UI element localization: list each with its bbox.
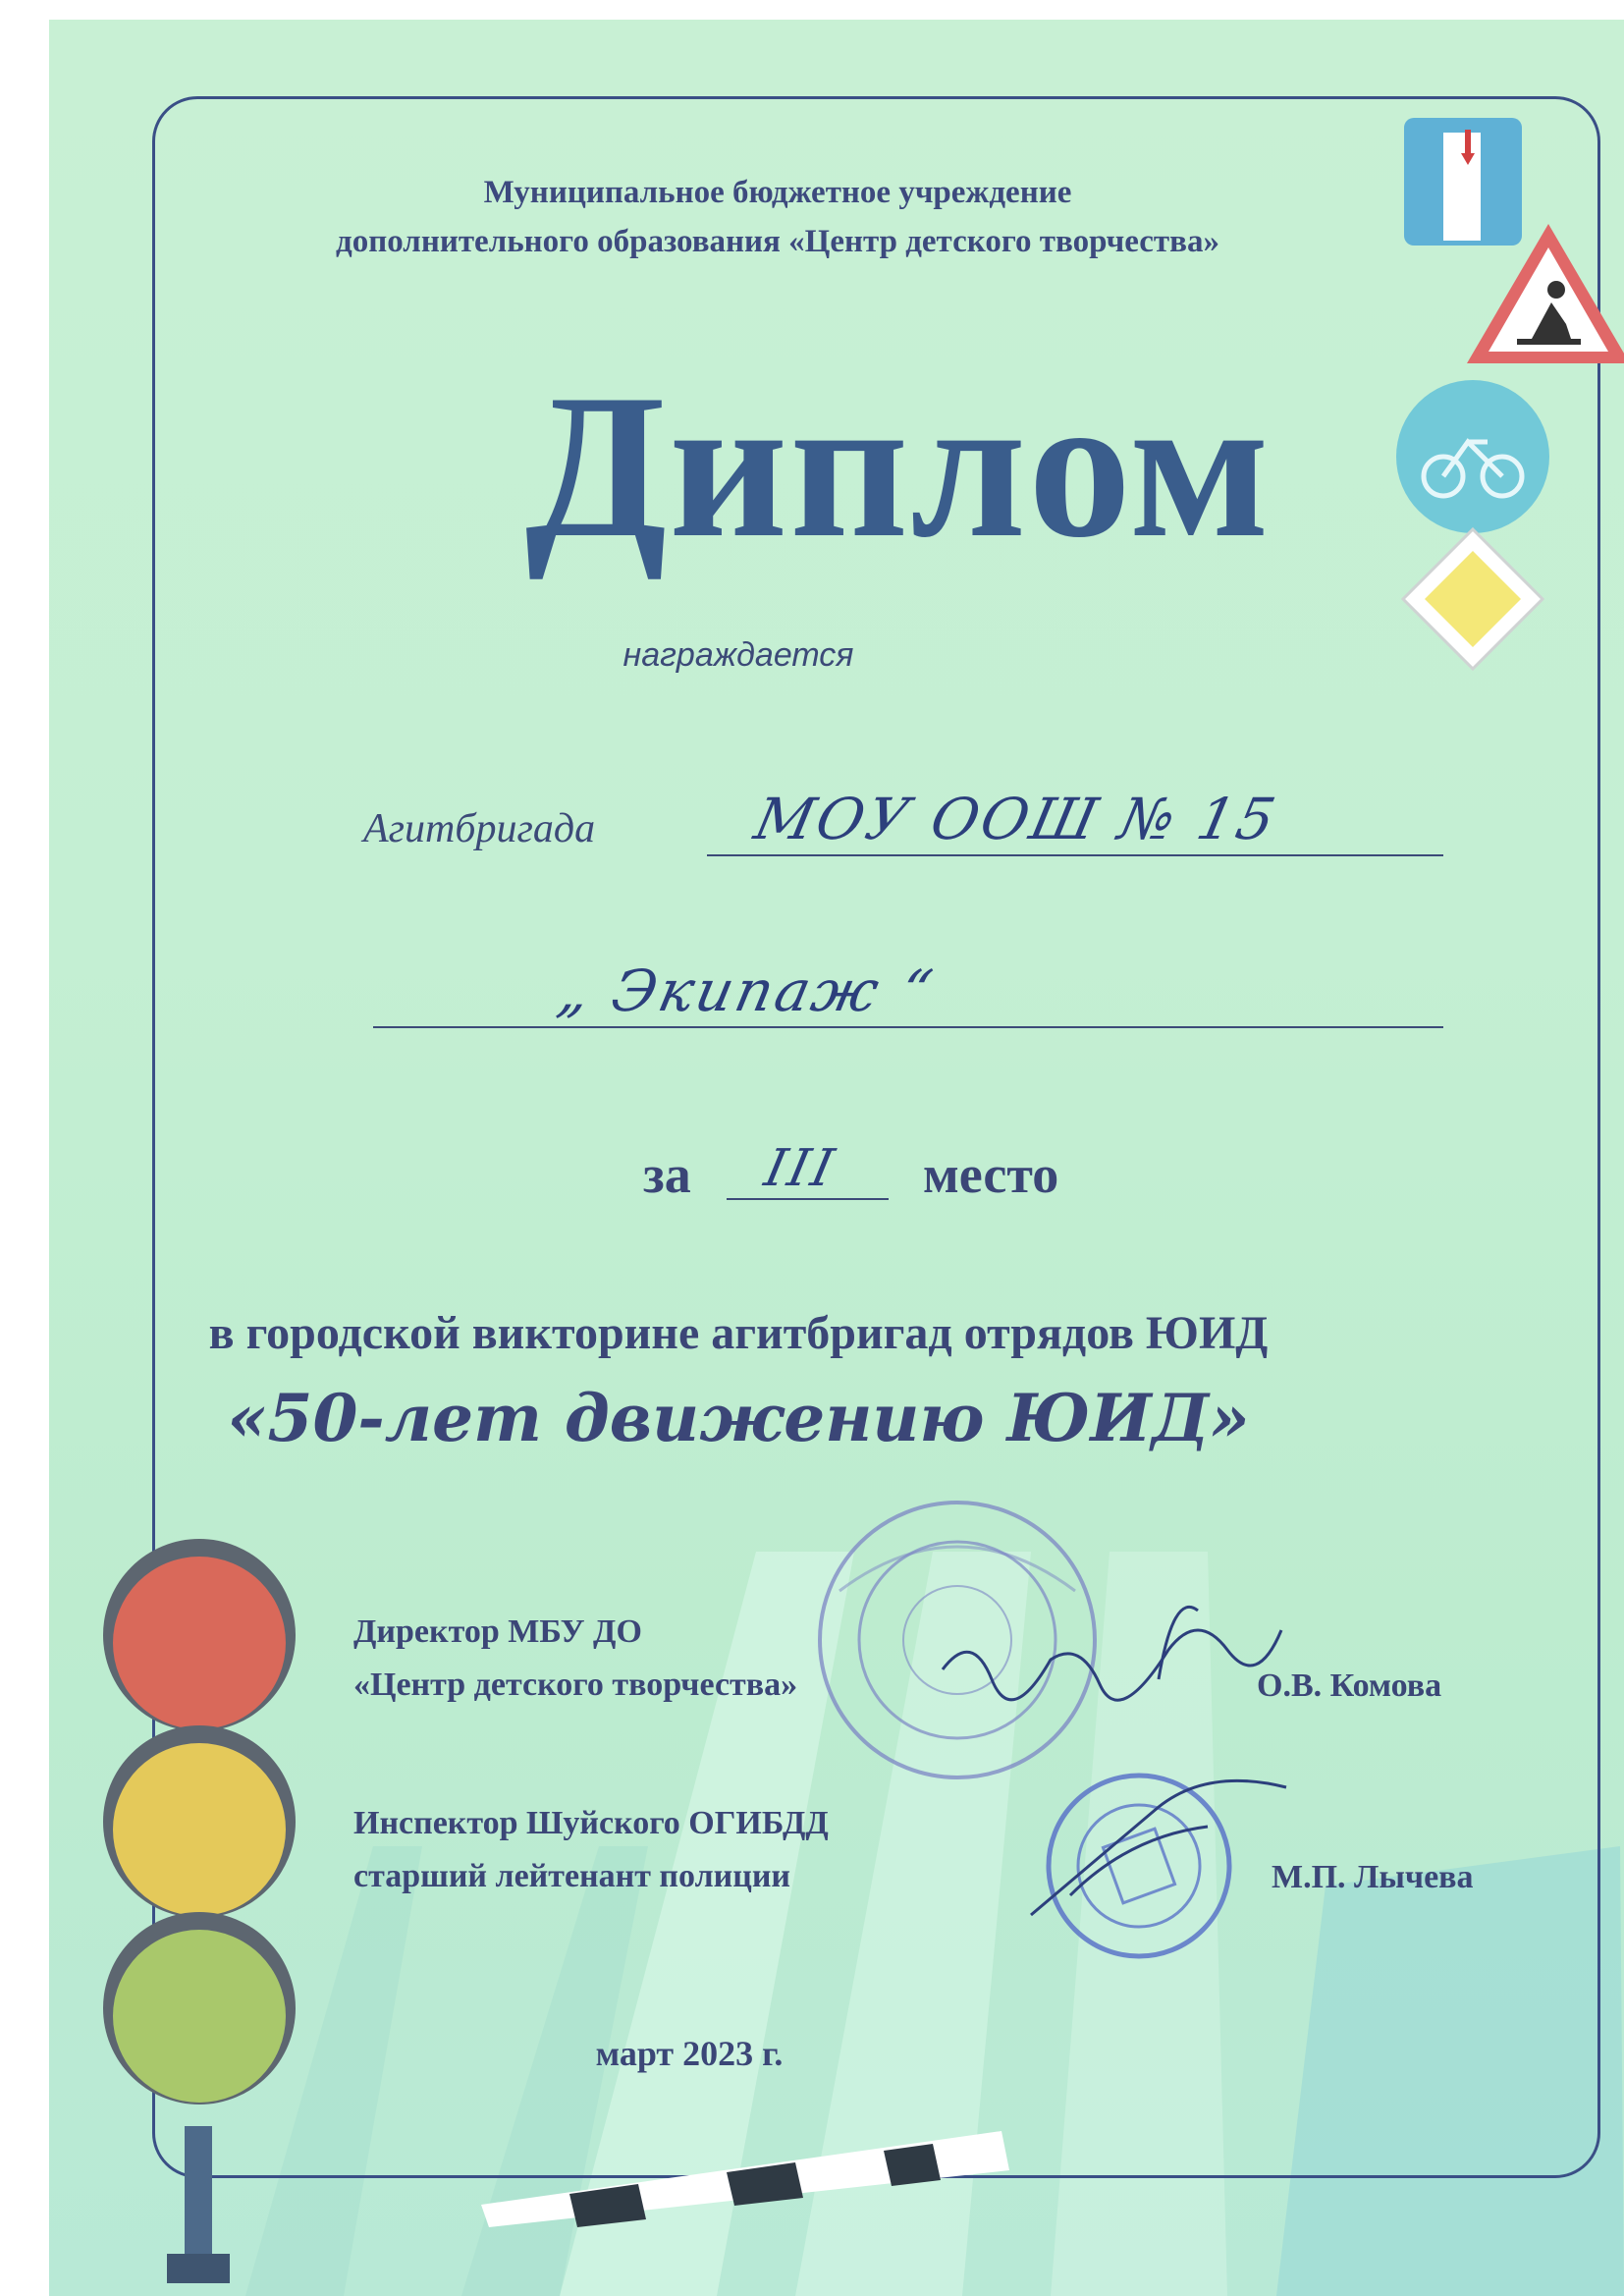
- team-label: Агитбригада: [363, 806, 596, 851]
- issue-date: март 2023 г.: [595, 2034, 784, 2073]
- place-underline: [727, 1198, 889, 1200]
- place-suffix: место: [923, 1145, 1059, 1204]
- barrier-icon: [471, 2111, 1021, 2229]
- traffic-light-icon: [98, 1527, 314, 2296]
- handwritten-place: III: [759, 1139, 842, 1198]
- director-role: [353, 1606, 797, 1713]
- header-line-1: Муниципальное бюджетное учреждение: [483, 175, 1072, 210]
- inspector-role: [353, 1797, 829, 1904]
- bicycle-path-sign-icon: [1394, 378, 1551, 535]
- inspector-signature-icon: [1011, 1748, 1306, 1925]
- inspector-role-line1: Инспектор Шуйского ОГИБДД: [353, 1805, 829, 1841]
- header-line-2: дополнительного образования «Центр детского творчества»: [336, 224, 1219, 259]
- place-prefix: за: [643, 1145, 691, 1204]
- event-name: «50-лет движению ЮИД»: [227, 1380, 1250, 1456]
- director-name: О.В. Комова: [1257, 1667, 1442, 1704]
- team-underline: [373, 1026, 1443, 1028]
- director-role-line1: Директор МБУ ДО: [353, 1613, 642, 1650]
- director-signature-icon: [933, 1591, 1286, 1738]
- inspector-role-line2: старший лейтенант полиции: [353, 1858, 791, 1895]
- event-line: в городской викторине агитбригад отрядов ЮИД: [208, 1307, 1269, 1359]
- director-role-line2: «Центр детского творчества»: [353, 1667, 798, 1704]
- handwritten-school: МОУ ООШ № 15: [748, 786, 1284, 852]
- handwritten-team: „ Экипаж “: [552, 957, 942, 1024]
- awarded-text: награждается: [623, 636, 854, 674]
- school-underline: [707, 854, 1443, 856]
- diploma-sheet: [49, 20, 1624, 2296]
- diploma-title: Диплом: [524, 353, 1272, 580]
- inspector-name: М.П. Лычева: [1272, 1859, 1474, 1895]
